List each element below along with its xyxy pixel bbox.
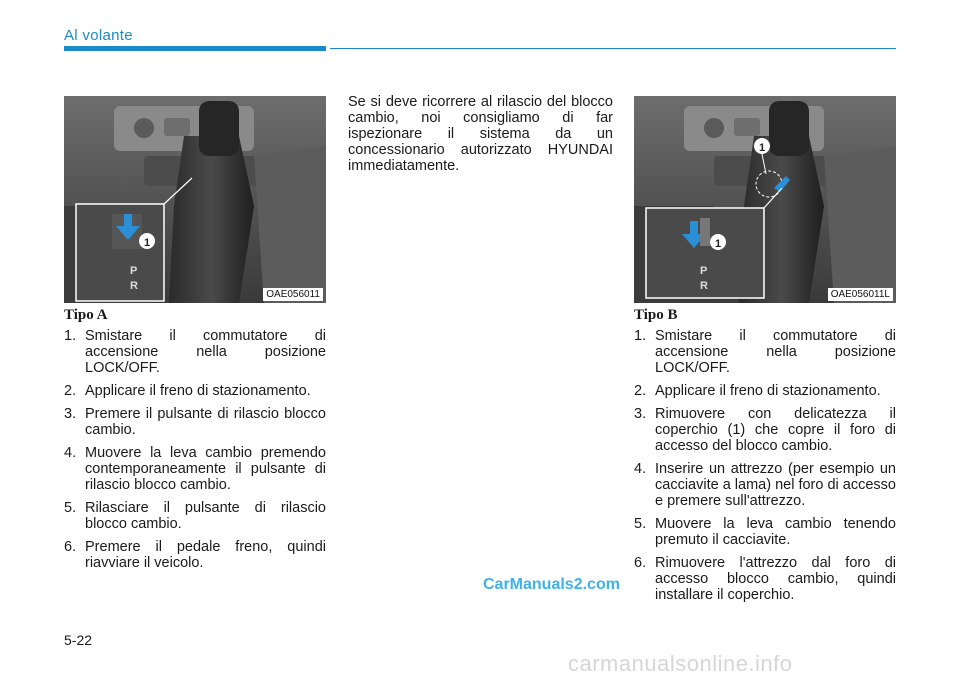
list-item: 2. Applicare il freno di stazionamento. xyxy=(64,383,311,399)
list-item: 6. Rimuovere l'attrezzo dal foro di accesso blocco cambio, quindi installare il coperchio. xyxy=(634,555,896,603)
gear-p-label: P xyxy=(700,265,708,277)
watermark-link[interactable]: CarManuals2.com xyxy=(483,576,620,593)
steps-tipo-b xyxy=(634,328,896,610)
caption-tipo-b: Tipo B xyxy=(634,307,678,323)
steps-tipo-a xyxy=(64,328,326,578)
gear-p-label: P xyxy=(130,265,138,277)
gear-r-label: R xyxy=(130,280,138,292)
list-item: 4. Inserire un attrezzo (per esempio un cacciavite a lama) nel foro di accesso e premere sull'attrezzo. xyxy=(634,461,896,509)
page-number: 5-22 xyxy=(64,632,93,648)
list-item: 4. Muovere la leva cambio premendo contemporaneamente il pulsante di rilascio blocco cambio. xyxy=(64,445,326,493)
header-rule-thick xyxy=(64,46,326,51)
list-item: 1. Smistare il commutatore di accensione nella posizione LOCK/OFF. xyxy=(64,328,326,376)
recommendation-paragraph: Se si deve ricorrere al rilascio del blocco cambio, noi consigliamo di far ispezionare il sistema da un concessionario autorizzato HYUNDAI immediatamente. xyxy=(348,94,613,174)
list-item: 1. Smistare il commutatore di accensione nella posizione LOCK/OFF. xyxy=(634,328,896,376)
figure-tipo-b xyxy=(634,96,896,303)
gear-r-label: R xyxy=(700,280,708,292)
list-item: 3. Premere il pulsante di rilascio blocco cambio. xyxy=(64,406,326,438)
list-item: 3. Rimuovere con delicatezza il coperchio (1) che copre il foro di accesso del blocco cambio. xyxy=(634,406,896,454)
figure-code-a: OAE056011 xyxy=(263,288,323,301)
marker-1-label: 1 xyxy=(758,142,766,154)
marker-1-label: 1 xyxy=(714,238,722,250)
section-title: Al volante xyxy=(64,27,133,44)
caption-tipo-a: Tipo A xyxy=(64,307,108,323)
footer-watermark: carmanualsonline.info xyxy=(568,651,793,676)
list-item: 5. Muovere la leva cambio tenendo premuto il cacciavite. xyxy=(634,516,896,548)
list-item: 2. Applicare il freno di stazionamento. xyxy=(634,383,881,399)
list-item: 6. Premere il pedale freno, quindi riavviare il veicolo. xyxy=(64,539,326,571)
shift-lever-photo-b xyxy=(634,96,896,303)
list-item: 5. Rilasciare il pulsante di rilascio blocco cambio. xyxy=(64,500,326,532)
header-rule-thin xyxy=(330,48,896,49)
figure-code-b: OAE056011L xyxy=(828,288,893,301)
marker-1-label: 1 xyxy=(143,237,151,249)
figure-tipo-a xyxy=(64,96,326,303)
shift-lever-photo-a xyxy=(64,96,326,303)
